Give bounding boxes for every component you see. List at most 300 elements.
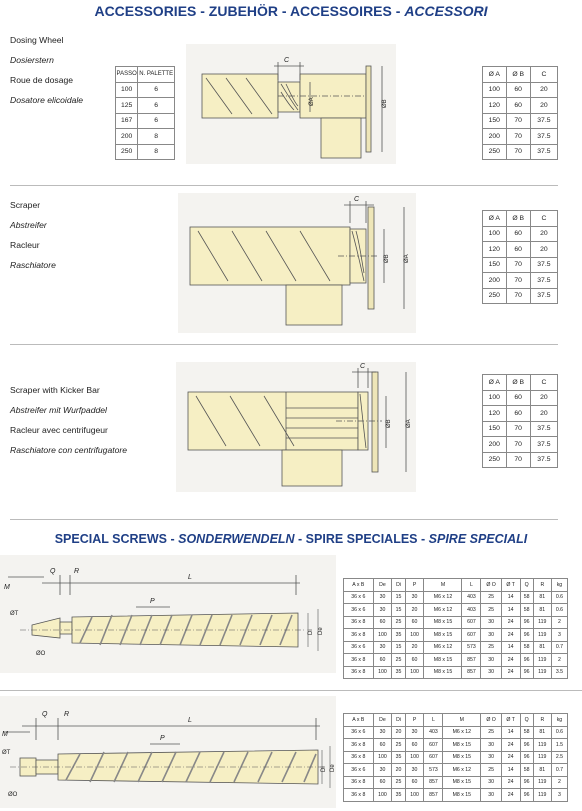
cell: 119 (533, 789, 551, 802)
cell: 37.5 (530, 421, 557, 437)
cell: 60 (405, 739, 424, 752)
table-row (344, 616, 568, 629)
table-row (483, 273, 558, 289)
cell: 2 (551, 776, 567, 789)
cell: 70 (506, 273, 530, 289)
header-cell: M (443, 714, 481, 727)
dim-b-label: ØB (386, 419, 392, 428)
header-cell: L (424, 714, 443, 727)
cell: 607 (462, 629, 481, 642)
cell: 857 (424, 776, 443, 789)
cell: 20 (530, 406, 557, 422)
header-cell: Ø A (483, 375, 507, 391)
table-row (344, 776, 568, 789)
table-row (344, 604, 568, 617)
cell: 125 (116, 98, 138, 114)
header-cell: kg (551, 714, 567, 727)
cell: 60 (506, 82, 530, 98)
cell: 30 (405, 764, 424, 777)
cell: 200 (483, 273, 507, 289)
cell: 573 (462, 641, 481, 654)
cell: 8 (138, 144, 175, 160)
cell: M8 x 15 (424, 666, 462, 679)
cell: 100 (405, 629, 424, 642)
dim-r-label: R (64, 711, 70, 718)
cell: 58 (520, 591, 533, 604)
cell: 30 (373, 641, 392, 654)
header-cell: A x B (344, 579, 374, 592)
cell: M8 x 15 (443, 739, 481, 752)
header-cell: P (405, 579, 424, 592)
cell: M6 x 12 (424, 641, 462, 654)
cell: 119 (533, 616, 551, 629)
cell: 573 (424, 764, 443, 777)
cell: 36 x 8 (344, 739, 374, 752)
cell: 24 (501, 654, 520, 667)
cell: 0.6 (551, 604, 567, 617)
cell: 6 (138, 113, 175, 129)
cell: 58 (520, 604, 533, 617)
cell: 60 (405, 654, 424, 667)
cell: 70 (506, 257, 530, 273)
cell: 20 (392, 764, 405, 777)
dosing-wheel-drawing (186, 44, 396, 164)
kicker-label-de: Abstreifer mit Wurfpaddel (10, 405, 107, 415)
dim-m-label: M (4, 584, 10, 591)
cell: 30 (373, 604, 392, 617)
cell: 25 (481, 764, 502, 777)
cell: 15 (392, 641, 405, 654)
cell: 30 (373, 726, 392, 739)
cell: 70 (506, 452, 530, 468)
cell: 100 (373, 751, 392, 764)
cell: 81 (533, 764, 551, 777)
cell: 30 (481, 739, 502, 752)
cell: 119 (533, 629, 551, 642)
cell: 3 (551, 789, 567, 802)
header-cell: Di (392, 714, 405, 727)
cell: 119 (533, 654, 551, 667)
special-title-b: SONDERWENDELN (178, 532, 295, 546)
cell: 37.5 (530, 113, 557, 129)
dim-q-label: Q (42, 711, 48, 718)
cell: M8 x 15 (443, 776, 481, 789)
cell: 6 (138, 82, 175, 98)
cell: 250 (483, 288, 507, 304)
cell: 0.6 (551, 726, 567, 739)
cell: 37.5 (530, 437, 557, 453)
dim-di-label: Di (308, 629, 314, 635)
scraper-drawing (178, 193, 416, 333)
cell: 37.5 (530, 129, 557, 145)
cell: M8 x 15 (443, 789, 481, 802)
dosing-wheel-dimension-table (482, 66, 558, 160)
cell: 30 (405, 591, 424, 604)
cell: 100 (483, 226, 507, 242)
dim-r-label: R (74, 568, 80, 575)
screw1-table (343, 578, 568, 679)
cell: 25 (392, 616, 405, 629)
cell: 6 (138, 98, 175, 114)
cell: 24 (501, 616, 520, 629)
cell: M8 x 15 (424, 654, 462, 667)
kicker-drawing (176, 362, 416, 492)
cell: 70 (506, 113, 530, 129)
cell: 37.5 (530, 144, 557, 160)
cell: 14 (501, 641, 520, 654)
header-cell: De (373, 714, 392, 727)
cell: 14 (501, 726, 520, 739)
cell: 37.5 (530, 288, 557, 304)
cell: 25 (481, 604, 502, 617)
table-row (344, 751, 568, 764)
table-row (483, 257, 558, 273)
cell: 3 (551, 629, 567, 642)
cell: 403 (462, 604, 481, 617)
cell: 96 (520, 739, 533, 752)
cell: 100 (405, 789, 424, 802)
cell: 8 (138, 129, 175, 145)
table-row (344, 726, 568, 739)
table-row (116, 98, 175, 114)
cell: 120 (483, 98, 507, 114)
header-cell: Ø O (481, 714, 502, 727)
table-row (344, 591, 568, 604)
section-divider (10, 519, 558, 520)
cell: 857 (462, 666, 481, 679)
cell: 25 (392, 739, 405, 752)
screw1-drawing (0, 555, 336, 673)
cell: 857 (462, 654, 481, 667)
header-cell: De (373, 579, 392, 592)
cell: 24 (501, 666, 520, 679)
cell: 100 (483, 390, 507, 406)
cell: 30 (373, 764, 392, 777)
header-cell: Ø B (506, 211, 530, 227)
table-header-row (344, 579, 568, 592)
cell: 857 (424, 789, 443, 802)
dosing-wheel-passo-table (115, 66, 175, 160)
section-divider (10, 344, 558, 345)
cell: M8 x 15 (424, 629, 462, 642)
cell: 150 (483, 421, 507, 437)
table-row (344, 654, 568, 667)
cell: 96 (520, 751, 533, 764)
cell: 20 (530, 242, 557, 258)
dim-q-label: Q (50, 568, 56, 575)
dosing-wheel-label-fr: Roue de dosage (10, 75, 74, 85)
header-cell: Di (392, 579, 405, 592)
cell: 70 (506, 288, 530, 304)
table-row (344, 641, 568, 654)
cell: 96 (520, 789, 533, 802)
cell: 60 (405, 776, 424, 789)
header-cell: kg (551, 579, 567, 592)
cell: 20 (530, 98, 557, 114)
cell: 14 (501, 604, 520, 617)
cell: 100 (405, 751, 424, 764)
dim-di-label: Di (321, 766, 327, 772)
screw2-drawing (0, 696, 336, 808)
cell: 250 (483, 144, 507, 160)
cell: 36 x 8 (344, 751, 374, 764)
header-cell: Q (520, 714, 533, 727)
kicker-labels (10, 380, 127, 460)
cell: 58 (520, 726, 533, 739)
table-row (344, 629, 568, 642)
dim-a-label: ØA (406, 419, 412, 428)
cell: 30 (481, 776, 502, 789)
cell: 403 (424, 726, 443, 739)
cell: 250 (116, 144, 138, 160)
screw2-table (343, 713, 568, 802)
cell: 20 (530, 82, 557, 98)
table-row (483, 452, 558, 468)
cell: 25 (481, 591, 502, 604)
table-row (116, 113, 175, 129)
cell: 24 (501, 629, 520, 642)
cell: 96 (520, 776, 533, 789)
cell: 36 x 6 (344, 726, 374, 739)
dim-t-label: ØT (2, 750, 11, 756)
dosing-wheel-label-en: Dosing Wheel (10, 35, 64, 45)
cell: 37.5 (530, 452, 557, 468)
cell: 35 (392, 629, 405, 642)
dim-o-label: ØO (36, 651, 46, 657)
dim-b-label: ØB (382, 99, 388, 108)
cell: 35 (392, 751, 405, 764)
table-row (483, 113, 558, 129)
header-cell: M (424, 579, 462, 592)
table-header-row (483, 67, 558, 83)
dim-t-label: ØT (10, 611, 19, 617)
scraper-label-de: Abstreifer (10, 220, 47, 230)
dim-l-label: L (188, 574, 192, 581)
cell: 70 (506, 437, 530, 453)
header-cell: Ø O (481, 579, 502, 592)
cell: 37.5 (530, 257, 557, 273)
table-header-row (116, 67, 175, 83)
table-row (483, 129, 558, 145)
cell: 100 (373, 789, 392, 802)
table-header-row (344, 714, 568, 727)
cell: 60 (506, 242, 530, 258)
cell: 37.5 (530, 273, 557, 289)
header-cell: Ø A (483, 67, 507, 83)
table-row (344, 789, 568, 802)
cell: 30 (373, 591, 392, 604)
cell: 36 x 8 (344, 616, 374, 629)
header-cell: A x B (344, 714, 374, 727)
table-row (483, 144, 558, 160)
cell: 60 (506, 406, 530, 422)
cell: 100 (405, 666, 424, 679)
cell: 58 (520, 764, 533, 777)
table-row (483, 421, 558, 437)
table-row (483, 98, 558, 114)
cell: 60 (506, 390, 530, 406)
header-cell: N. PALETTE (138, 67, 175, 83)
dim-de-label: De (330, 764, 336, 772)
dim-a-label: ØA (404, 254, 410, 263)
cell: 15 (392, 591, 405, 604)
kicker-dimension-table (482, 374, 558, 468)
table-row (116, 82, 175, 98)
cell: M6 x 12 (443, 764, 481, 777)
dim-p-label: P (160, 735, 165, 742)
cell: 2 (551, 654, 567, 667)
cell: 20 (392, 726, 405, 739)
header-cell: Ø T (501, 714, 520, 727)
cell: 36 x 6 (344, 591, 374, 604)
header-cell: Ø B (506, 375, 530, 391)
kicker-label-it: Raschiatore con centrifugatore (10, 445, 128, 455)
cell: 20 (530, 390, 557, 406)
dosing-wheel-label-de: Dosierstern (10, 55, 54, 65)
cell: M6 x 12 (424, 591, 462, 604)
cell: 0.6 (551, 591, 567, 604)
dim-o-label: ØO (8, 792, 18, 798)
cell: 119 (533, 666, 551, 679)
cell: 14 (501, 764, 520, 777)
cell: 36 x 6 (344, 641, 374, 654)
dim-p-label: P (150, 598, 155, 605)
cell: 100 (116, 82, 138, 98)
header-cell: P (405, 714, 424, 727)
section-divider (10, 185, 558, 186)
table-row (483, 242, 558, 258)
dim-de-label: De (318, 627, 324, 635)
dosing-wheel-labels (10, 30, 83, 110)
cell: 14 (501, 591, 520, 604)
cell: 25 (392, 776, 405, 789)
dosing-wheel-label-it: Dosatore elicoidale (10, 95, 84, 105)
special-screws-title (0, 532, 582, 546)
cell: 119 (533, 739, 551, 752)
cell: 200 (483, 129, 507, 145)
dim-c-label: C (284, 57, 290, 64)
cell: 81 (533, 641, 551, 654)
cell: 81 (533, 591, 551, 604)
cell: 3.5 (551, 666, 567, 679)
accessories-title (0, 3, 582, 19)
cell: 200 (116, 129, 138, 145)
special-title-c: - SPIRE SPECIALES - (294, 532, 429, 546)
cell: 607 (462, 616, 481, 629)
scraper-dimension-table (482, 210, 558, 304)
table-header-row (483, 211, 558, 227)
cell: 25 (481, 641, 502, 654)
scraper-labels (10, 195, 56, 275)
cell: 200 (483, 437, 507, 453)
section-divider (0, 690, 582, 691)
cell: 1.5 (551, 739, 567, 752)
table-row (483, 226, 558, 242)
dim-c-label: C (354, 196, 360, 203)
accessories-title-plain: ACCESSORIES - ZUBEHÖR - ACCESSOIRES - (94, 3, 405, 19)
kicker-label-fr: Racleur avec centrifugeur (10, 425, 108, 435)
cell: M8 x 15 (424, 616, 462, 629)
cell: 30 (481, 789, 502, 802)
header-cell: Q (520, 579, 533, 592)
dim-b-label: ØB (384, 254, 390, 263)
special-title-a: SPECIAL SCREWS - (54, 532, 179, 546)
table-row (483, 406, 558, 422)
cell: 0.7 (551, 641, 567, 654)
table-row (483, 82, 558, 98)
table-row (483, 437, 558, 453)
cell: 96 (520, 616, 533, 629)
cell: 403 (462, 591, 481, 604)
cell: 96 (520, 654, 533, 667)
dim-l-label: L (188, 717, 192, 724)
dim-c-label: C (360, 363, 366, 370)
cell: 35 (392, 789, 405, 802)
cell: 36 x 6 (344, 604, 374, 617)
header-cell: C (530, 375, 557, 391)
header-cell: R (533, 714, 551, 727)
table-row (344, 764, 568, 777)
cell: 25 (392, 654, 405, 667)
cell: 2 (551, 616, 567, 629)
cell: 20 (530, 226, 557, 242)
scraper-label-fr: Racleur (10, 240, 40, 250)
cell: 36 x 6 (344, 764, 374, 777)
cell: 36 x 8 (344, 654, 374, 667)
cell: 60 (373, 739, 392, 752)
cell: 100 (373, 666, 392, 679)
cell: 250 (483, 452, 507, 468)
cell: 60 (506, 98, 530, 114)
accessories-title-italic: ACCESSORI (404, 3, 488, 19)
table-row (116, 144, 175, 160)
cell: 150 (483, 257, 507, 273)
cell: 36 x 8 (344, 789, 374, 802)
cell: M6 x 12 (443, 726, 481, 739)
cell: 60 (405, 616, 424, 629)
cell: 607 (424, 739, 443, 752)
cell: 81 (533, 604, 551, 617)
cell: 96 (520, 666, 533, 679)
cell: 24 (501, 751, 520, 764)
cell: 30 (481, 629, 502, 642)
cell: 167 (116, 113, 138, 129)
table-row (116, 129, 175, 145)
cell: 36 x 8 (344, 629, 374, 642)
header-cell: R (533, 579, 551, 592)
cell: M6 x 12 (424, 604, 462, 617)
scraper-label-it: Raschiatore (10, 260, 56, 270)
cell: 60 (373, 616, 392, 629)
cell: 70 (506, 421, 530, 437)
cell: 35 (392, 666, 405, 679)
cell: 20 (405, 641, 424, 654)
cell: 60 (373, 776, 392, 789)
cell: 60 (373, 654, 392, 667)
cell: 36 x 8 (344, 666, 374, 679)
scraper-label-en: Scraper (10, 200, 41, 210)
cell: 119 (533, 751, 551, 764)
header-cell: Ø B (506, 67, 530, 83)
cell: 58 (520, 641, 533, 654)
cell: 20 (405, 604, 424, 617)
cell: 70 (506, 144, 530, 160)
cell: 2.5 (551, 751, 567, 764)
cell: 81 (533, 726, 551, 739)
cell: 30 (405, 726, 424, 739)
table-row (483, 390, 558, 406)
cell: 25 (481, 726, 502, 739)
